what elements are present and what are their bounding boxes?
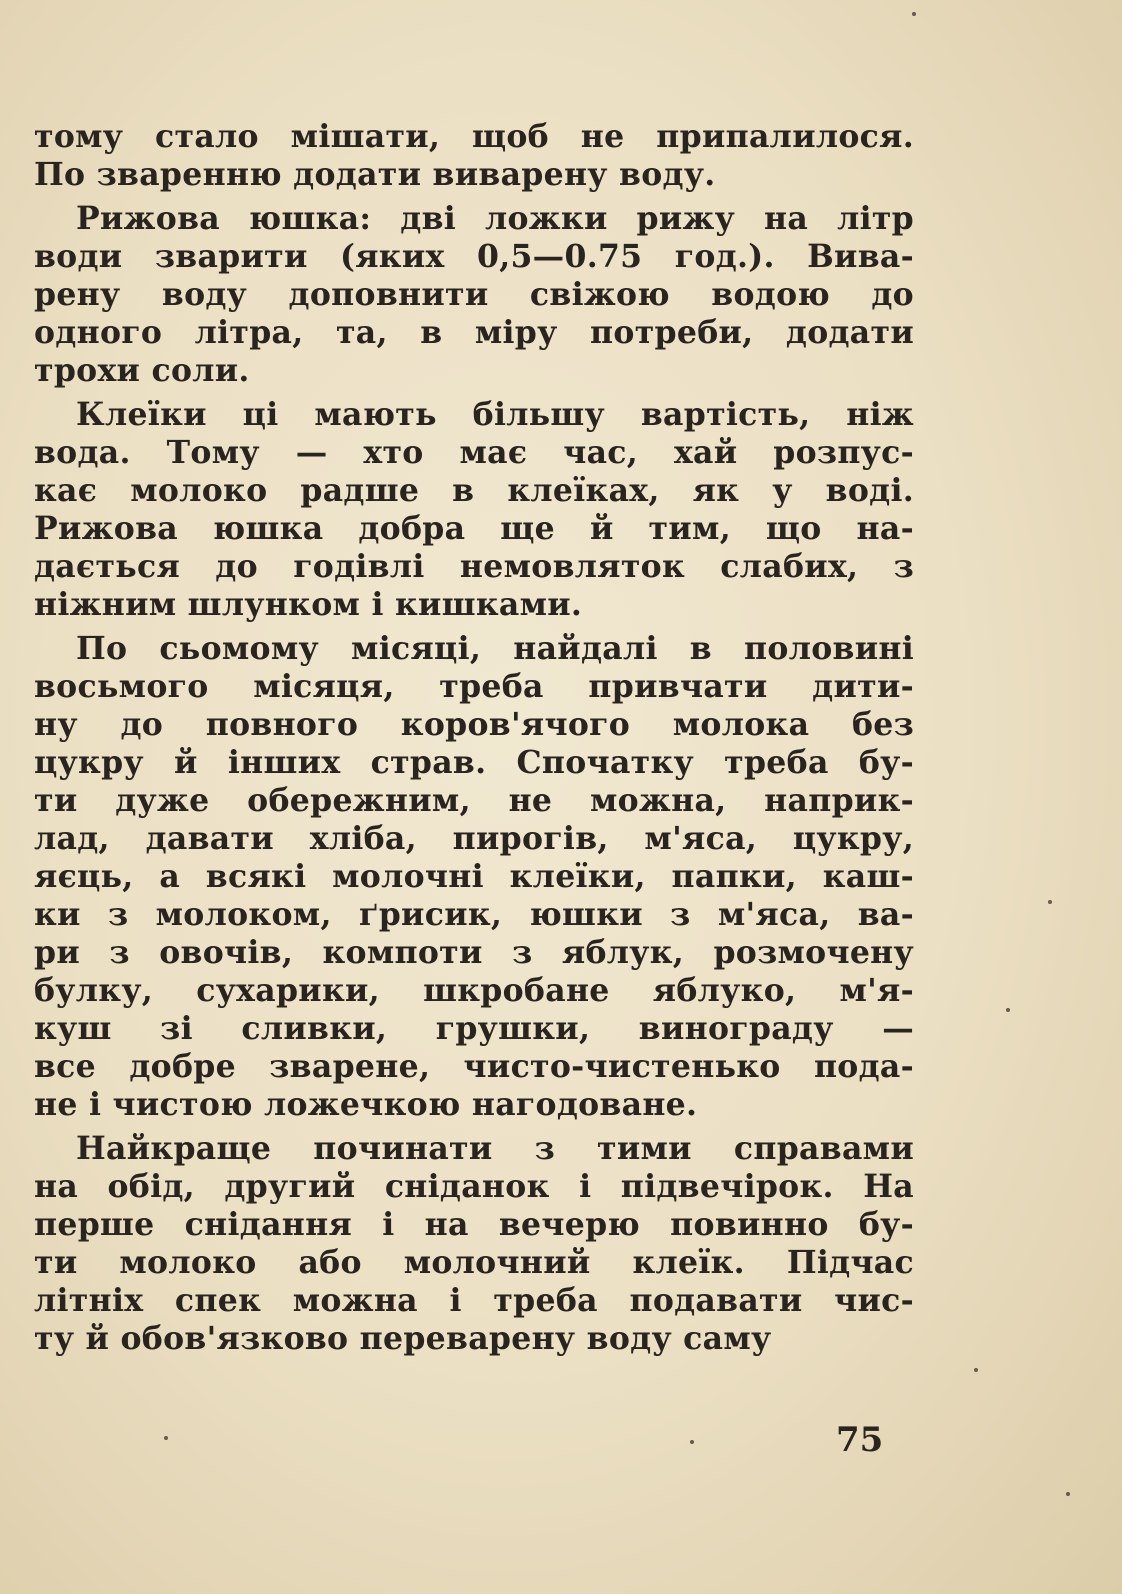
text-line: перше снідання і на вечерю повинно бу-	[34, 1206, 914, 1243]
text-line: ри з овочів, компоти з яблук, розмочену	[34, 934, 914, 971]
paper-speck	[1066, 1492, 1070, 1496]
text-line: кає молоко радше в клеїках, як у воді.	[34, 472, 914, 509]
text-line: вода. Тому — хто має час, хай розпус-	[34, 434, 914, 471]
paragraph	[34, 200, 914, 390]
text-line: трохи соли.	[34, 352, 250, 389]
text-line: ту й обов'язково переварену воду саму	[34, 1320, 772, 1357]
text-line: Рижова юшка добра ще й тим, що на-	[34, 510, 914, 547]
paper-speck	[1048, 900, 1052, 904]
text-line: ти молоко або молочний клеїк. Підчас	[34, 1244, 914, 1281]
text-line: восьмого місяця, треба привчати дити-	[34, 668, 914, 705]
text-line: булку, сухарики, шкробане яблуко, м'я-	[34, 972, 914, 1009]
text-line: яєць, а всякі молочні клеїки, папки, каш-	[34, 858, 914, 895]
text-line: Рижова юшка: дві ложки рижу на літр	[76, 200, 914, 237]
paper-speck	[1006, 1008, 1010, 1012]
paragraph	[34, 396, 914, 624]
body-text	[34, 118, 914, 1358]
text-line: ну до повного коров'ячого молока без	[34, 706, 914, 743]
text-line: Клеїки ці мають більшу вартість, ніж	[76, 396, 914, 433]
text-line: літніх спек можна і треба подавати чис-	[34, 1282, 914, 1319]
text-line: не і чистою ложечкою нагодоване.	[34, 1086, 698, 1123]
text-line: куш зі сливки, грушки, винограду —	[34, 1010, 914, 1047]
text-line: на обід, другий сніданок і підвечірок. На	[34, 1168, 914, 1205]
text-line: дається до годівлі немовляток слабих, з	[34, 548, 914, 585]
text-line: тому стало мішати, щоб не припалилося.	[34, 118, 914, 155]
text-line: По зваренню додати виварену воду.	[34, 156, 716, 193]
text-line: Найкраще починати з тими справами	[76, 1130, 914, 1167]
text-line: цукру й інших страв. Спочатку треба бу-	[34, 744, 914, 781]
paper-speck	[690, 1440, 694, 1444]
text-line: одного літра, та, в міру потреби, додати	[34, 314, 914, 351]
paper-speck	[974, 1368, 978, 1372]
paragraph	[34, 118, 914, 194]
text-line: все добре зварене, чисто-чистенько пода-	[34, 1048, 914, 1085]
text-line: лад, давати хліба, пирогів, м'яса, цукру,	[34, 820, 914, 857]
paragraph	[34, 630, 914, 1124]
paper-speck	[164, 1436, 168, 1440]
paragraph	[34, 1130, 914, 1358]
text-line: По сьомому місяці, найдалі в половині	[76, 630, 914, 667]
text-line: ти дуже обережним, не можна, наприк-	[34, 782, 914, 819]
text-line: води зварити (яких 0,5—0.75 год.). Вива-	[34, 238, 914, 275]
page-number: 75	[836, 1420, 884, 1460]
text-line: ки з молоком, ґрисик, юшки з м'яса, ва-	[34, 896, 914, 933]
text-line: рену воду доповнити свіжою водою до	[34, 276, 914, 313]
text-line: ніжним шлунком і кишками.	[34, 586, 583, 623]
paper-speck	[912, 12, 916, 16]
